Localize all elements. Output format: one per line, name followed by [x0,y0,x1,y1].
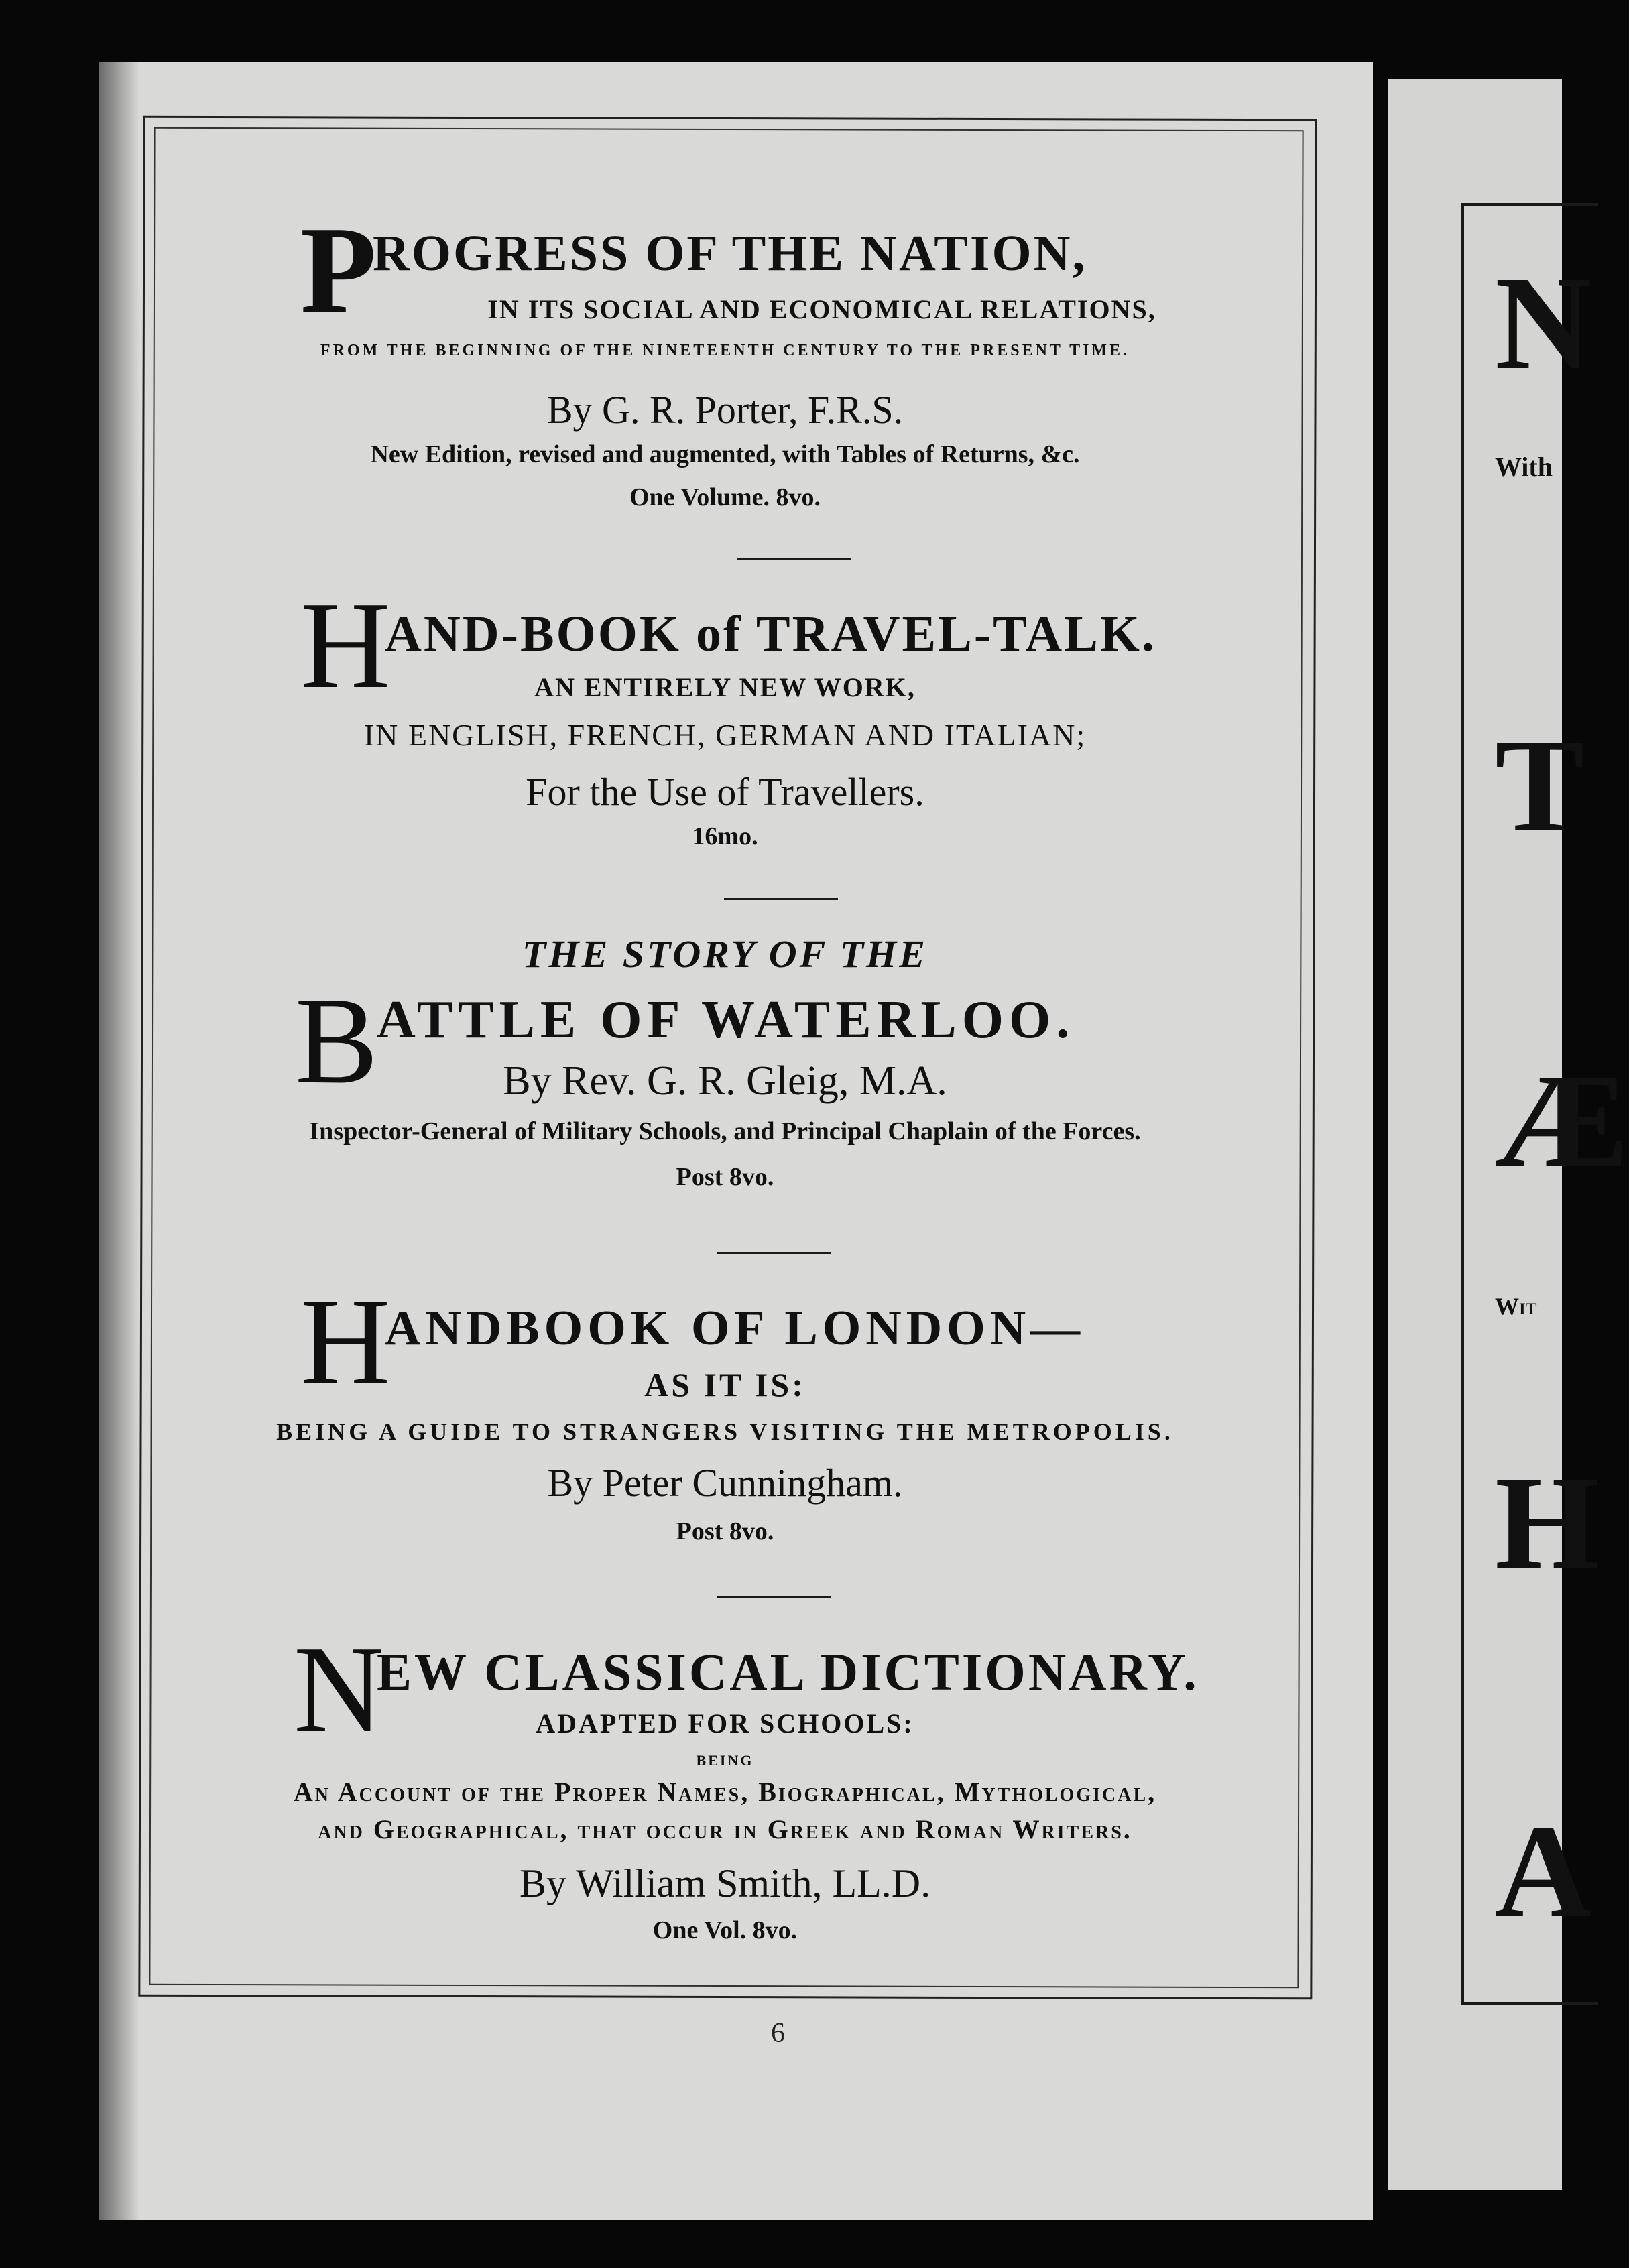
advert-edition-note: New Edition, revised and augmented, with Tables of Returns, &c. [370,440,1080,468]
advert-title: ATTLE OF WATERLOO. [377,991,1075,1050]
right-fragment: Wit [1495,1293,1537,1320]
advert-format: One Volume. 8vo. [629,483,821,511]
drop-cap: B [295,972,379,1110]
right-fragment: N [1495,249,1592,397]
drop-cap: P [300,201,377,339]
advert-author-title: Inspector-General of Military Schools, and Principal Chaplain of the Forces. [309,1117,1141,1145]
advert-languages: IN ENGLISH, FRENCH, GERMAN AND ITALIAN; [363,718,1087,752]
advert-subtitle: ADAPTED FOR SCHOOLS: [536,1708,914,1739]
advert-travel-talk [152,576,1299,850]
right-page [1388,79,1629,2190]
page-gutter-shadow [99,62,139,2220]
advert-classical-dictionary [152,1621,1299,1944]
advert-author: By William Smith, LL.D. [519,1861,931,1905]
advert-handbook-of-london [152,1273,1299,1546]
drop-cap: H [300,1273,391,1411]
right-fragment: With [1495,452,1553,482]
advert-subtitle: AS IT IS: [644,1366,806,1403]
drop-cap: N [294,1621,384,1759]
right-fragment: T [1495,712,1585,860]
advert-author: By Rev. G. R. Gleig, M.A. [503,1058,947,1104]
right-fragment: A [1495,1798,1592,1946]
advert-title: ANDBOOK OF LONDON— [385,1301,1085,1356]
advert-subtitle-small: FROM THE BEGINNING OF THE NINETEENTH CENTURY TO THE PRESENT TIME. [320,342,1130,359]
advert-description: and Geographical, that occur in Greek and Roman Writers. [318,1814,1132,1844]
section-rule [717,1252,831,1254]
advert-author: By Peter Cunningham. [547,1461,903,1505]
advert-author: By G. R. Porter, F.R.S. [546,388,904,432]
advert-title: ROGRESS OF THE NATION, [373,225,1087,281]
right-fragment: Æ [1495,1047,1629,1195]
advert-subtitle: AN ENTIRELY NEW WORK, [534,672,916,702]
page-number: 6 [771,2018,785,2049]
advert-format: One Vol. 8vo. [652,1916,798,1944]
section-rule [737,558,851,560]
advert-format: Post 8vo. [676,1163,774,1191]
advert-format: 16mo. [692,822,758,850]
advert-connector: BEING [696,1752,754,1769]
advert-progress-of-the-nation [152,201,1299,511]
drop-cap: H [300,576,391,714]
section-rule [717,1596,831,1598]
section-rule [724,898,838,900]
advert-description: An Account of the Proper Names, Biographical, Mythological, [293,1777,1157,1807]
advert-purpose: For the Use of Travellers. [526,770,924,814]
advert-description: BEING A GUIDE TO STRANGERS VISITING THE METROPOLIS. [276,1418,1174,1445]
advert-format: Post 8vo. [676,1517,774,1546]
right-fragment: H [1495,1449,1600,1597]
advert-title: EW CLASSICAL DICTIONARY. [377,1643,1199,1701]
advert-title: AND-BOOK of TRAVEL-TALK. [385,606,1156,662]
advert-pre-title: THE STORY OF THE [522,932,928,976]
advert-subtitle: IN ITS SOCIAL AND ECONOMICAL RELATIONS, [487,294,1156,324]
